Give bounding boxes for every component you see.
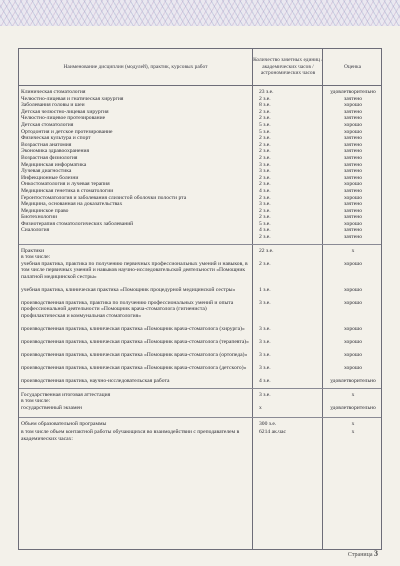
row-grade: хорошо: [343, 338, 363, 345]
row-name: производственная практика, клиническая практика «Помощник врача-стоматолога (хирурга)»: [21, 325, 245, 332]
discipline-row: [19, 201, 381, 208]
row-credits: 3 з.е.: [259, 351, 271, 358]
row-grade: хорошо: [343, 286, 363, 293]
discipline-row: [19, 148, 381, 155]
gia-exam-row: [19, 405, 381, 414]
row-grade: удовлетворительно: [330, 377, 376, 384]
row-name: Ортодонтия и детское протезирование: [21, 128, 113, 135]
row-name: государственный экзамен: [21, 405, 82, 412]
row-grade: зачтено: [344, 95, 362, 102]
row-name: производственная практика, научно-исследовательская работа: [21, 377, 170, 384]
row-credits: 3 з.е.: [259, 325, 271, 332]
row-credits: 2 з.е.: [259, 148, 271, 155]
row-name: в том числе объем контактной работы обучающихся во взаимодействии с преподавателем в академических часах:: [21, 429, 240, 442]
row-name: Государственная итоговая аттестация: [21, 391, 111, 398]
row-grade: зачтено: [344, 141, 362, 148]
row-grade: хорошо: [343, 260, 363, 267]
contact-hours-row: [19, 429, 381, 442]
discipline-row: [19, 115, 381, 122]
discipline-row: [19, 102, 381, 109]
row-grade: хорошо: [343, 220, 363, 227]
row-grade: зачтено: [344, 115, 362, 122]
header-grade: Оценка: [322, 49, 382, 86]
page-label: Страница: [347, 552, 373, 558]
grades-table: [18, 48, 382, 550]
row-grade: зачтено: [344, 234, 362, 241]
practice-row: [19, 287, 381, 300]
row-credits: 1 з.е.: [259, 286, 271, 293]
row-credits: 2 з.е.: [259, 115, 271, 122]
practice-header-row: [19, 248, 381, 255]
row-credits: 3 з.е.: [259, 338, 271, 345]
row-grade: хорошо: [343, 299, 363, 306]
discipline-row: [19, 168, 381, 175]
row-credits: 2 з.е.: [259, 108, 271, 115]
row-grade: хорошо: [343, 102, 363, 109]
row-grade: хорошо: [343, 121, 363, 128]
discipline-row: [19, 175, 381, 182]
row-name: Детская челюстно-лицевая хирургия: [21, 108, 109, 115]
row-credits: 22 з.е.: [259, 247, 274, 254]
row-name: Практики: [21, 247, 45, 254]
discipline-row: [19, 142, 381, 149]
row-credits: 2 з.е.: [259, 154, 271, 161]
row-name: производственная практика, клиническая практика «Помощник врача-стоматолога (ортопеда)»: [21, 351, 248, 358]
row-grade: х: [351, 429, 355, 436]
row-credits: 300 з.е.: [259, 421, 277, 428]
header-disciplines: Наименование дисциплин (модулей), практик, курсовых работ: [19, 49, 252, 86]
row-credits: 2 з.е.: [259, 135, 271, 142]
row-credits: 2 з.е.: [259, 95, 271, 102]
row-credits: 2 з.е.: [259, 194, 271, 201]
row-name: Инфекционные болезни: [21, 174, 79, 181]
discipline-row: [19, 122, 381, 129]
row-credits: 5 з.е.: [259, 128, 271, 135]
row-grade: удовлетворительно: [330, 405, 376, 412]
row-name: в том числе:: [21, 398, 51, 405]
row-credits: 23 з.е.: [259, 89, 274, 95]
table-body: [19, 89, 381, 442]
row-name: Объем образовательной программы: [21, 421, 107, 428]
row-name: Медицинская генетика в стоматологии: [21, 187, 114, 194]
row-credits: 5 з.е.: [259, 121, 271, 128]
row-credits: 3 з.е.: [259, 364, 271, 371]
discipline-row: [19, 195, 381, 202]
row-grade: хорошо: [343, 325, 363, 332]
row-credits: 2 з.е.: [259, 141, 271, 148]
row-grade: зачтено: [344, 108, 362, 115]
row-grade: хорошо: [343, 181, 363, 188]
discipline-row: [19, 227, 381, 234]
row-name: Биотехнологии: [21, 214, 58, 221]
row-credits: 2 з.е.: [259, 214, 271, 221]
row-name: Сиалология: [21, 227, 50, 234]
row-name: Медицина, основанная на доказательствах: [21, 201, 123, 208]
row-grade: зачтено: [344, 148, 362, 155]
row-name: Медицинское право: [21, 207, 69, 214]
row-name: Возрастная физиология: [21, 154, 78, 161]
row-name: Геронтостоматология и заболевания слизистой оболочки полости рта: [21, 194, 187, 201]
row-name: Лучевая диагностика: [21, 168, 72, 175]
row-grade: зачтено: [344, 187, 362, 194]
section-rule: [19, 244, 381, 245]
discipline-row: [19, 109, 381, 116]
row-grade: зачтено: [344, 214, 362, 221]
gia-row: [19, 392, 381, 399]
row-name: Клиническая стоматология: [21, 89, 86, 95]
row-name: Физическая культура и спорт: [21, 135, 91, 142]
row-grade: х: [351, 391, 355, 398]
section-rule: [19, 388, 381, 389]
row-grade: зачтено: [344, 161, 362, 168]
row-grade: зачтено: [344, 227, 362, 234]
row-grade: хорошо: [343, 194, 363, 201]
row-name: Детская стоматология: [21, 121, 74, 128]
discipline-row: [19, 162, 381, 169]
row-grade: удовлетворительно: [330, 89, 376, 95]
row-credits: 4 з.е.: [259, 227, 271, 234]
row-name: учебная практика, практика по получению первичных профессиональных умений и навыков, в том числе первичных умений и навыков научно-исследовательской деятельности «Помощник палатной медицинской сестры»: [21, 260, 248, 281]
row-credits: 8 з.е.: [259, 102, 271, 109]
row-credits: 2 з.е.: [259, 234, 271, 241]
discipline-row: [19, 214, 381, 221]
row-grade: х: [351, 247, 355, 254]
row-grade: зачтено: [344, 168, 362, 175]
row-grade: зачтено: [344, 135, 362, 142]
row-grade: зачтено: [344, 174, 362, 181]
practice-row: [19, 339, 381, 352]
discipline-row: [19, 129, 381, 136]
header-credits: Количество зачетных единиц / академических часов / астрономических часов: [252, 49, 323, 86]
row-name: Челюстно-лицевое протезирование: [21, 115, 106, 122]
row-name: Медицинская информатика: [21, 161, 87, 168]
row-grade: хорошо: [343, 364, 363, 371]
row-credits: 3 з.е.: [259, 391, 271, 398]
row-grade: зачтено: [344, 207, 362, 214]
row-grade: хорошо: [343, 351, 363, 358]
row-name: Челюстно-лицевая и гнатическая хирургия: [21, 95, 124, 102]
discipline-row: [19, 155, 381, 162]
row-credits: 3 з.е.: [259, 299, 271, 306]
volume-row: [19, 421, 381, 429]
row-credits: 5 з.е.: [259, 220, 271, 227]
row-grade: хорошо: [343, 128, 363, 135]
row-name: в том числе:: [21, 254, 51, 261]
row-credits: 4 з.е.: [259, 187, 271, 194]
guilloche-band: [0, 0, 400, 26]
practice-row: [19, 261, 381, 287]
row-grade: зачтено: [344, 154, 362, 161]
row-name: Заболевания головы и шеи: [21, 102, 85, 109]
practice-row: [19, 352, 381, 365]
discipline-row: [19, 221, 381, 228]
row-credits: 3 з.е.: [259, 161, 271, 168]
row-name: производственная практика, практика по получению профессиональных умений и опыта профессиональной деятельности «Помощник врача-стоматолога (гигиениста) профилактическая и коммунальная стоматология»: [21, 299, 234, 320]
row-credits: 2 з.е.: [259, 260, 271, 267]
row-credits: 4 з.е.: [259, 377, 271, 384]
row-credits: х: [259, 405, 262, 412]
page-footer: [348, 549, 378, 558]
discipline-row: [19, 188, 381, 195]
row-credits: 2 з.е.: [259, 181, 271, 188]
row-credits: 2 з.е.: [259, 207, 271, 214]
row-name: производственная практика, клиническая практика «Помощник врача-стоматолога (терапевта)»: [21, 338, 249, 345]
row-credits: 3 з.е.: [259, 168, 271, 175]
row-name: Онкостоматология и лучевая терапия: [21, 181, 110, 188]
practice-row: [19, 365, 381, 378]
row-name: Возрастная анатомия: [21, 141, 72, 148]
row-name: Экономика здравоохранения: [21, 148, 90, 155]
row-grade: зачтено: [344, 201, 362, 208]
practice-row: [19, 300, 381, 326]
row-credits: 2 з.е.: [259, 174, 271, 181]
discipline-row: [19, 89, 381, 96]
section-rule: [19, 417, 381, 418]
row-name: производственная практика, клиническая практика «Помощник врача-стоматолога (детского)»: [21, 364, 247, 371]
practice-row: [19, 326, 381, 339]
row-name: учебная практика, клиническая практика «Помощник процедурной медицинской сестры»: [21, 286, 236, 293]
practice-subtitle-row: [19, 254, 381, 261]
page-number: 3: [374, 549, 378, 558]
discipline-row: [19, 234, 381, 241]
row-name: Физиотерапия стоматологических заболеваний: [21, 220, 134, 227]
row-credits: 3 з.е.: [259, 201, 271, 208]
row-grade: х: [351, 421, 355, 428]
discipline-row: [19, 181, 381, 188]
row-credits: 6214 ак.час: [259, 429, 286, 436]
discipline-row: [19, 208, 381, 215]
practice-row: [19, 378, 381, 385]
discipline-row: [19, 135, 381, 142]
